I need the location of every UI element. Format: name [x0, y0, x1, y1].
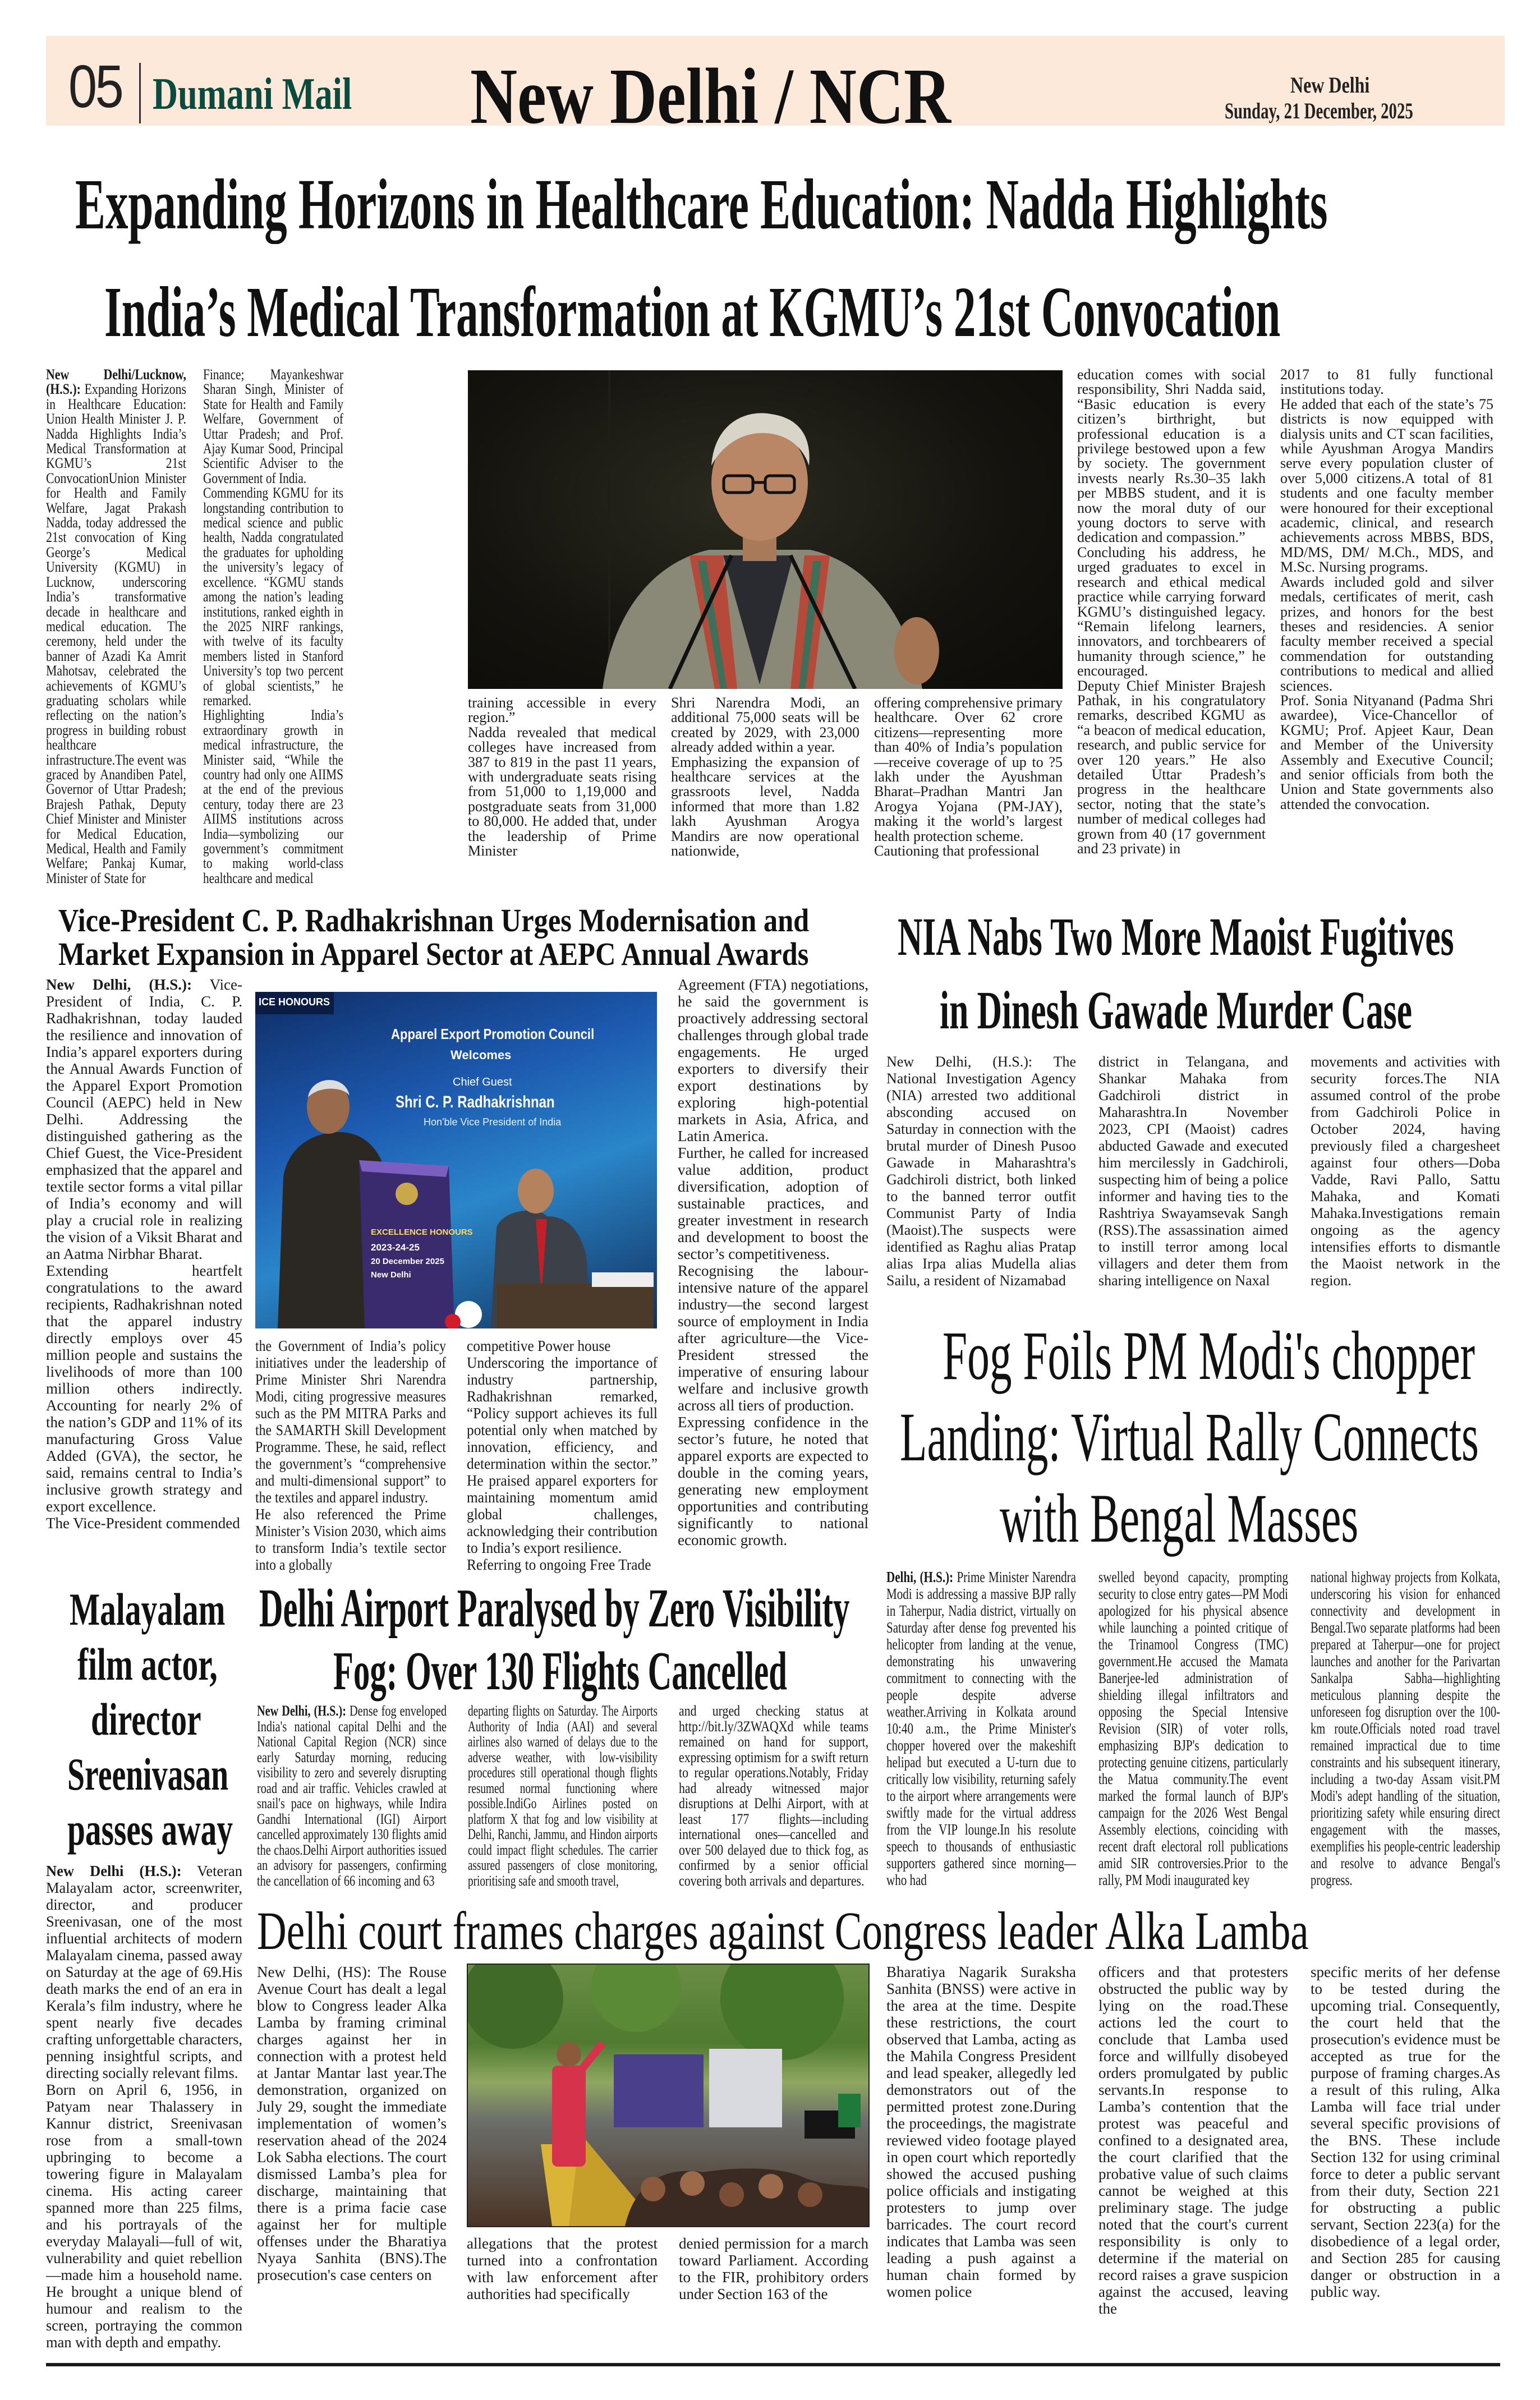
sreenivasan-headline-line4: Sreenivasan — [67, 1749, 229, 1800]
photo-banner-welcomes: Welcomes — [450, 1048, 512, 1062]
fog-modi-col-2: swelled beyond capacity, prompting security to close entry gates—PM Modi apologized for his physical absence while launching a pointed critique of the Trinamool Congress (TMC) government.He accused the Mamata Banerjee-led administration of shielding illegal infiltrators and opposing the Special Intensive Revision (SIR) of voter rolls, emphasizing BJP's dedication to protecting genuine citizens, particularly the Matua community.The event marked the formal launch of BJP's campaign for the 2026 West Bengal Assembly elections, coinciding with recent draft electoral roll publications amid SIR controversies.Prior to the rally, PM Modi inaugurated key — [1098, 1569, 1288, 1888]
sreenivasan-headline-line2: film actor, — [77, 1639, 218, 1690]
photo-banner-chief-guest: Chief Guest — [453, 1076, 512, 1088]
protest-image — [468, 1965, 868, 2226]
nia-col-3: movements and activities with security forces.The NIA assumed control of the probe from Gadchiroli Police in October 2024, having previously filed a chargesheet against four others—Doba Vadde, Ravi Pallo, Sattu Mahaka, and Komati Mahaka.Investigations remain ongoing as the agency intensifies efforts to dismantle the Maoist network in the region. — [1311, 1054, 1500, 1289]
aepc-col-2: the Government of India’s policy initiatives under the leadership of Prime Minister Shri Narendra Modi, citing progressive measures such as the PM MITRA Parks and the SAMARTH Skill Development Programme. These, he said, reflect the government’s “comprehensive and multi-dimensional support” to the textiles and apparel industry. He also referenced the Prime Minister’s Vision 2030, which aims to transform India’s textile sector into a globally — [255, 1337, 446, 1573]
podium-city: New Delhi — [371, 1270, 411, 1280]
podium-event-name: EXCELLENCE HONOURS — [371, 1227, 473, 1237]
lamba-col-1: New Delhi, (HS): The Rouse Avenue Court has dealt a legal blow to Congress leader Alka Lamba by framing criminal charges against her in connection with a protest held at Jantar Mantar last year.The demonstration, organized on July 29, sought the immediate implementation of women’s reservation ahead of the 2024 Lok Sabha elections. The court dismissed Lamba’s plea for discharge, maintaining that there is a prima facie case against her for multiple offenses under the Bharatiya Nyaya Sanhita (BNS).The prosecution's case centers on — [257, 1964, 447, 2283]
kgmu-col-6: education comes with social responsibility, Shri Nadda said, “Basic education is every citizen’s birthright, but professional education is a privilege bestowed upon a few by society. The government invests nearly Rs.30–35 lakh per MBBS student, and it is now the moral duty of our young doctors to serve with dedication and compassion.” Concluding his address, he urged graduates to excel in research and ethical medical practice while carrying forward KGMU’s distinguished legacy. “Remain lifelong learners, innovators, and torchbearers of humanity through science,” he encouraged. Deputy Chief Minister Brajesh Pathak, in his congratulatory remarks, described KGMU as “a beacon of medical education, research, and public service for over 120 years.” He also detailed Uttar Pradesh’s progress in the healthcare sector, noting that the state’s number of medical colleges had grown from 40 (17 government and 23 private) in — [1077, 366, 1266, 857]
podium-date: 20 December 2025 — [371, 1257, 444, 1266]
lamba-col-3: denied permission for a march toward Parliament. According to the FIR, prohibitory orders under Section 163 of the — [679, 2235, 868, 2302]
footer-rule — [46, 2363, 1500, 2366]
airport-dateline: New Delhi, (H.S.): — [257, 1703, 346, 1719]
fog-modi-col-3: national highway projects from Kolkata, underscoring his vision for enhanced connectivity and development in Bengal.Two separate platforms had been prepared at Taherpur—one for project launches and another for the Parivartan Sankalpa Sabha—highlighting meticulous planning despite the unforeseen fog disruption over the 100-km route.Officials noted road travel remained impractical due to time constraints and his subsequent itinerary, including a two-day Assam visit.PM Modi's adept handling of the situation, prioritizing safety while ensuring direct engagement with the masses, exemplifies his people-centric leadership and resolve to advance Bengal's progress. — [1311, 1569, 1500, 1888]
nia-col-2: district in Telangana, and Shankar Mahaka from Gadchiroli district in Maharashtra.In November 2023, CPI (Maoist) cadres abducted Gawade and executed him mercilessly in Gadchiroli, suspecting him of being a police informer and having ties to the Rashtriya Swayamsevak Sangh (RSS).The assassination aimed to instill terror among local villagers and deter them from sharing intelligence on Naxal — [1098, 1054, 1288, 1289]
sreenivasan-dateline: New Delhi (H.S.): — [46, 1863, 182, 1879]
nia-headline-line2: in Dinesh Gawade Murder Case — [940, 980, 1412, 1040]
aepc-headline-line1: Vice-President C. P. Radhakrishnan Urges Modernisation and — [58, 902, 810, 939]
airport-headline-line1: Delhi Airport Paralysed by Zero Visibility — [259, 1578, 850, 1639]
sreenivasan-col-1: New Delhi (H.S.): Veteran Malayalam actor, screenwriter, director, and producer Sreenivasan, one of the most influential architects of modern Malayalam cinema, passed away on Saturday at the age of 69.His death marks the end of an era in Kerala’s film industry, where he spent nearly five decades crafting unforgettable characters, penning insightful scripts, and directing socially relevant films. Born on April 6, 1956, in Patyam near Thalassery in Kannur district, Sreenivasan rose from a small-town upbringing to become a towering figure in Malayalam cinema. His acting career spanned more than 225 films, and his portrayals of the everyday Malayali—full of wit, vulnerability and quiet rebellion—made him a household name. He brought a unique blend of humour and realism to the screen, portraying the common man with depth and empathy. — [46, 1863, 242, 2351]
kgmu-col-2: Finance; Mayankeshwar Sharan Singh, Minister of State for Health and Family Welfare, Government of Uttar Pradesh; and Prof. Ajay Kumar Sood, Principal Scientific Adviser to the Government of India. Commending KGMU for its longstanding contribution to medical science and public health, Nadda congratulated the graduates for upholding the university’s legacy of excellence. “KGMU stands among the nation’s leading institutions, ranked eighth in the 2025 NIRF rankings, with twelve of its faculty members listed in Stanford University’s top two percent of global scientists,” he remarked. Highlighting India’s extraordinary growth in medical infrastructure, the Minister said, “While the country had only one AIIMS at the end of the previous century, today there are 23 AIIMS institutions across India—symbolizing our government’s commitment to making world-class healthcare and medical — [203, 366, 343, 886]
kgmu-col-3: training accessible in every region.” Nadda revealed that medical colleges have increased from 387 to 819 in the past 11 years, with undergraduate seats rising from 51,000 to 1,19,000 and postgraduate seats from 31,000 to 80,000. He added that, under the leadership of Prime Minister — [468, 695, 656, 859]
photo-banner-title: Apparel Export Promotion Council — [391, 1026, 595, 1042]
kgmu-headline-line1: Expanding Horizons in Healthcare Education: Nadda Highlights — [75, 164, 1328, 244]
lamba-col-5: officers and that protesters obstructed the public way by lying on the road.These actions led the court to conclude that Lamba used force and willfully disobeyed orders promulgated by public servants.In response to Lamba’s contention that the protest was peaceful and confined to a designated area, the court clarified that the probative value of such claims cannot be weighed at this preliminary stage. The judge noted that the court's current responsibility is only to determine if the material on record raises a grave suspicion against the accused, leaving the — [1098, 1964, 1288, 2317]
aepc-col-3: competitive Power house Underscoring the importance of industry partnership, Radhakrishnan remarked, “Policy support achieves its full potential only when matched by innovation, efficiency, and determination within the sector.” He praised apparel exporters for maintaining momentum amid global challenges, acknowledging their contribution to India’s export resilience. Referring to ongoing Free Trade — [467, 1337, 658, 1573]
sreenivasan-headline-line1: Malayalam — [70, 1584, 226, 1635]
kgmu-col-4: Shri Narendra Modi, an additional 75,000 seats will be created by 2029, with 23,000 already added within a year. Emphasizing the expansion of healthcare services at the grassroots level, Nadda informed that more than 1.82 lakh Ayushman Arogya Mandirs are now operational nationwide, — [671, 695, 859, 859]
edition-date: Sunday, 21 December, 2025 — [1225, 98, 1413, 123]
podium-years: 2023-24-25 — [371, 1242, 420, 1253]
photo-banner-top: ICE HONOURS — [255, 992, 334, 1014]
lamba-col-4: Bharatiya Nagarik Suraksha Sanhita (BNSS) were active in the area at the time. Despite these restrictions, the court observed that Lamba, acting as the Mahila Congress President and lead speaker, allegedly led demonstrators out of the permitted protest zone.During the proceedings, the magistrate reviewed video footage played in open court which reportedly showed the accused pushing police officials and instigating protesters to jump over barricades. The court record indicates that Lamba was seen leading a push against a human chain formed by women police — [886, 1964, 1076, 2300]
aepc-col-4: Agreement (FTA) negotiations, he said the government is proactively addressing sectoral challenges through global trade engagements. He urged exporters to diversify their export destinations by exploring high-potential markets in Asia, Africa, and Latin America. Further, he called for increased value addition, product diversification, adoption of sustainable practices, and greater investment in research and development to boost the sector’s competitiveness. Recognising the labour-intensive nature of the apparel industry—the second largest source of employment in India after agriculture—the Vice-President stressed the imperative of ensuring labour welfare and inclusive growth across all tiers of production. Expressing confidence in the sector’s future, he noted that apparel exports are expected to double in the coming years, generating new employment opportunities and contributing significantly to national economic growth. — [678, 976, 868, 1548]
kgmu-col-7: 2017 to 81 fully functional institutions today. He added that each of the state’s 75 districts is now equipped with dialysis units and CT scan facilities, while Ayushman Arogya Mandirs serve every population cluster of over 5,000 citizens.A total of 81 students and one faculty member were honoured for their exceptional academic, clinical, and research achievements across MBBS, BDS, MD/MS, DM/ M.Ch., MDS, and M.Sc. Nursing programs. Awards included gold and silver medals, certificates of merit, cash prizes, and honors for the best theses and residencies. A senior faculty member received a special commendation for outstanding contributions to medical and allied sciences. Prof. Sonia Nityanand (Padma Shri awardee), Vice-Chancellor of KGMU; Prof. Apjeet Kaur, Dean and Member of the University Assembly and Executive Council; and senior officials from both the Union and State governments also attended the convocation. — [1280, 366, 1493, 812]
lamba-col-6: specific merits of her defense to be tested during the upcoming trial. Consequently, the court held that the prosecution's evidence must be accepted as true for the purpose of framing charges.As a result of this ruling, Alka Lamba will face trial under several specific provisions of the BNS. These include Section 132 for using criminal force to deter a public servant from their duty, Section 221 for obstructing a public servant, Section 223(a) for the disobedience of a legal order, and Section 285 for causing danger or obstruction in a public way. — [1311, 1964, 1500, 2300]
kgmu-headline-line2: India’s Medical Transformation at KGMU’s 21st Convocation — [104, 272, 1281, 352]
section-title: New Delhi / NCR — [470, 52, 951, 140]
page-number: 05 — [68, 52, 122, 120]
fog-modi-col-1: Delhi, (H.S.): Prime Minister Narendra Modi is addressing a massive BJP rally in Taherpur, Nadia district, virtually on Saturday after dense fog prevented his helicopter from landing at the venue, demonstrating his unwavering commitment to connecting with the people despite adverse weather.Arriving in Kolkata around 10:40 a.m., the Prime Minister's chopper hovered over the makeshift helipad but executed a U-turn due to critically low visibility, returning safely to the airport where arrangements were swiftly made for the virtual address from the VIP lounge.In his resolute speech to thousands of enthusiastic supporters gathered since morning—who had — [886, 1569, 1077, 1888]
airport-col-2: departing flights on Saturday. The Airports Authority of India (AAI) and several airlines also warned of delays due to the adverse weather, with low-visibility procedures still operational though flights resumed normal functioning where possible.IndiGo Airlines posted on platform X that fog and low visibility at Delhi, Ranchi, Jammu, and Hindon airports could impact flight schedules. The carrier assured passengers of close monitoring, prioritising safe and smooth travel, — [468, 1703, 658, 1889]
masthead-divider — [139, 63, 141, 123]
aepc-col-1: New Delhi, (H.S.): Vice-President of India, C. P. Radhakrishnan, today lauded the resilience and innovation of India’s apparel exporters during the Annual Awards Function of the Apparel Export Promotion Council (AEPC) held in New Delhi. Addressing the distinguished gathering as the Chief Guest, the Vice-President emphasized that the apparel and textile sector forms a vital pillar of India’s economy and will play a crucial role in realizing the vision of a Viksit Bharat and an Aatma Nirbhar Bharat. Extending heartfelt congratulations to the award recipients, Radhakrishnan noted that the apparel industry directly employs over 45 million people and sustains the livelihoods of more than 100 million others indirectly. Accounting for nearly 2% of the nation’s GDP and 11% of its manufacturing Gross Value Added (GVA), the sector, he said, remains central to India’s inclusive growth strategy and export excellence. The Vice-President commended — [46, 976, 242, 1532]
sreenivasan-headline-line5: passes away — [67, 1804, 233, 1855]
photo-banner-guest-title: Hon'ble Vice President of India — [424, 1116, 562, 1128]
airport-col-3: and urged checking status at http://bit.ly/3ZWAQXd while teams remained on hand for support, expressing optimism for a swift return to regular operations.Notably, Friday had already witnessed major disruptions at Delhi Airport, with at least 177 flights—including international ones—cancelled and over 500 delayed due to thick fog, as confirmed by a senior official covering both arrivals and departures. — [679, 1703, 868, 1889]
fog-modi-headline-line1: Fog Foils PM Modi's chopper — [943, 1317, 1475, 1394]
nia-headline-line1: NIA Nabs Two More Maoist Fugitives — [898, 907, 1454, 967]
aepc-headline-line2: Market Expansion in Apparel Sector at AEPC Annual Awards — [58, 936, 809, 972]
kgmu-dateline: New Delhi/Lucknow, (H.S.): — [46, 366, 186, 398]
photo-banner-guest-name: Shri C. P. Radhakrishnan — [396, 1093, 555, 1111]
fog-modi-dateline: Delhi, (H.S.): — [886, 1569, 954, 1585]
fog-modi-headline-line3: with Bengal Masses — [1000, 1480, 1359, 1557]
sreenivasan-headline-line3: director — [91, 1694, 201, 1745]
airport-col-1: New Delhi, (H.S.): Dense fog enveloped India's national capital Delhi and the National Capital Region (NCR) since early Saturday morning, reducing visibility to zero and severely disrupting road and air traffic. Vehicles crawled at snail's pace on highways, while Indira Gandhi International (IGI) Airport cancelled approximately 130 flights amid the chaos.Delhi Airport authorities issued an advisory for passengers, confirming the cancellation of 66 incoming and 63 — [257, 1703, 447, 1889]
nadda-speaking-image — [468, 370, 1063, 689]
fog-modi-headline-line2: Landing: Virtual Rally Connects — [900, 1399, 1479, 1475]
aepc-photo — [255, 992, 657, 1328]
kgmu-col-5: offering comprehensive primary healthcare. Over 62 crore citizens—representing more than 40% of India’s population—receive coverage of up to ?5 lakh under the Ayushman Bharat–Pradhan Mantri Jan Arogya Yojana (PM-JAY), making it the world’s largest health protection scheme. Cautioning that professional — [874, 695, 1063, 859]
aepc-dateline: New Delhi, (H.S.): — [46, 976, 192, 993]
newspaper-brand: Dumani Mail — [153, 70, 352, 119]
lamba-col-2: allegations that the protest turned into a confrontation with law enforcement after authorities had specifically — [467, 2235, 658, 2302]
kgmu-photo — [468, 370, 1063, 689]
lamba-headline: Delhi court frames charges against Congress leader Alka Lamba — [257, 1901, 1309, 1961]
nia-col-1: New Delhi, (H.S.): The National Investigation Agency (NIA) arrested two additional absconding accused on Saturday in connection with the brutal murder of Dinesh Pusoo Gawade in Maharashtra's Gadchiroli district, both linked to the banned terror outfit Communist Party of India (Maoist).The suspects were identified as Raghu alias Pratap alias Irpa alias Mudella alias Sailu, a resident of Nizamabad — [886, 1054, 1076, 1289]
edition-city: New Delhi — [1290, 72, 1370, 98]
kgmu-col-1: New Delhi/Lucknow, (H.S.): Expanding Horizons in Healthcare Education: Union Health Minister J. P. Nadda Highlights India’s Medical Transformation at KGMU’s 21st ConvocationUnion Minister for Health and Family Welfare, Jagat Prakash Nadda, today addressed the 21st convocation of King George’s Medical University (KGMU) in Lucknow, underscoring India’s transformative decade in healthcare and medical education. The ceremony, held under the banner of Azadi Ka Amrit Mahotsav, celebrated the achievements of KGMU’s graduating scholars while reflecting on the nation’s progress in building robust healthcare infrastructure.The event was graced by Anandiben Patel, Governor of Uttar Pradesh; Brajesh Pathak, Deputy Chief Minister and Minister for Medical Education, Medical, Health and Family Welfare; Pankaj Kumar, Minister of State for — [46, 366, 186, 886]
aepc-stage-image — [255, 992, 657, 1328]
airport-headline-line2: Fog: Over 130 Flights Cancelled — [333, 1641, 787, 1702]
lamba-photo — [467, 1964, 870, 2227]
